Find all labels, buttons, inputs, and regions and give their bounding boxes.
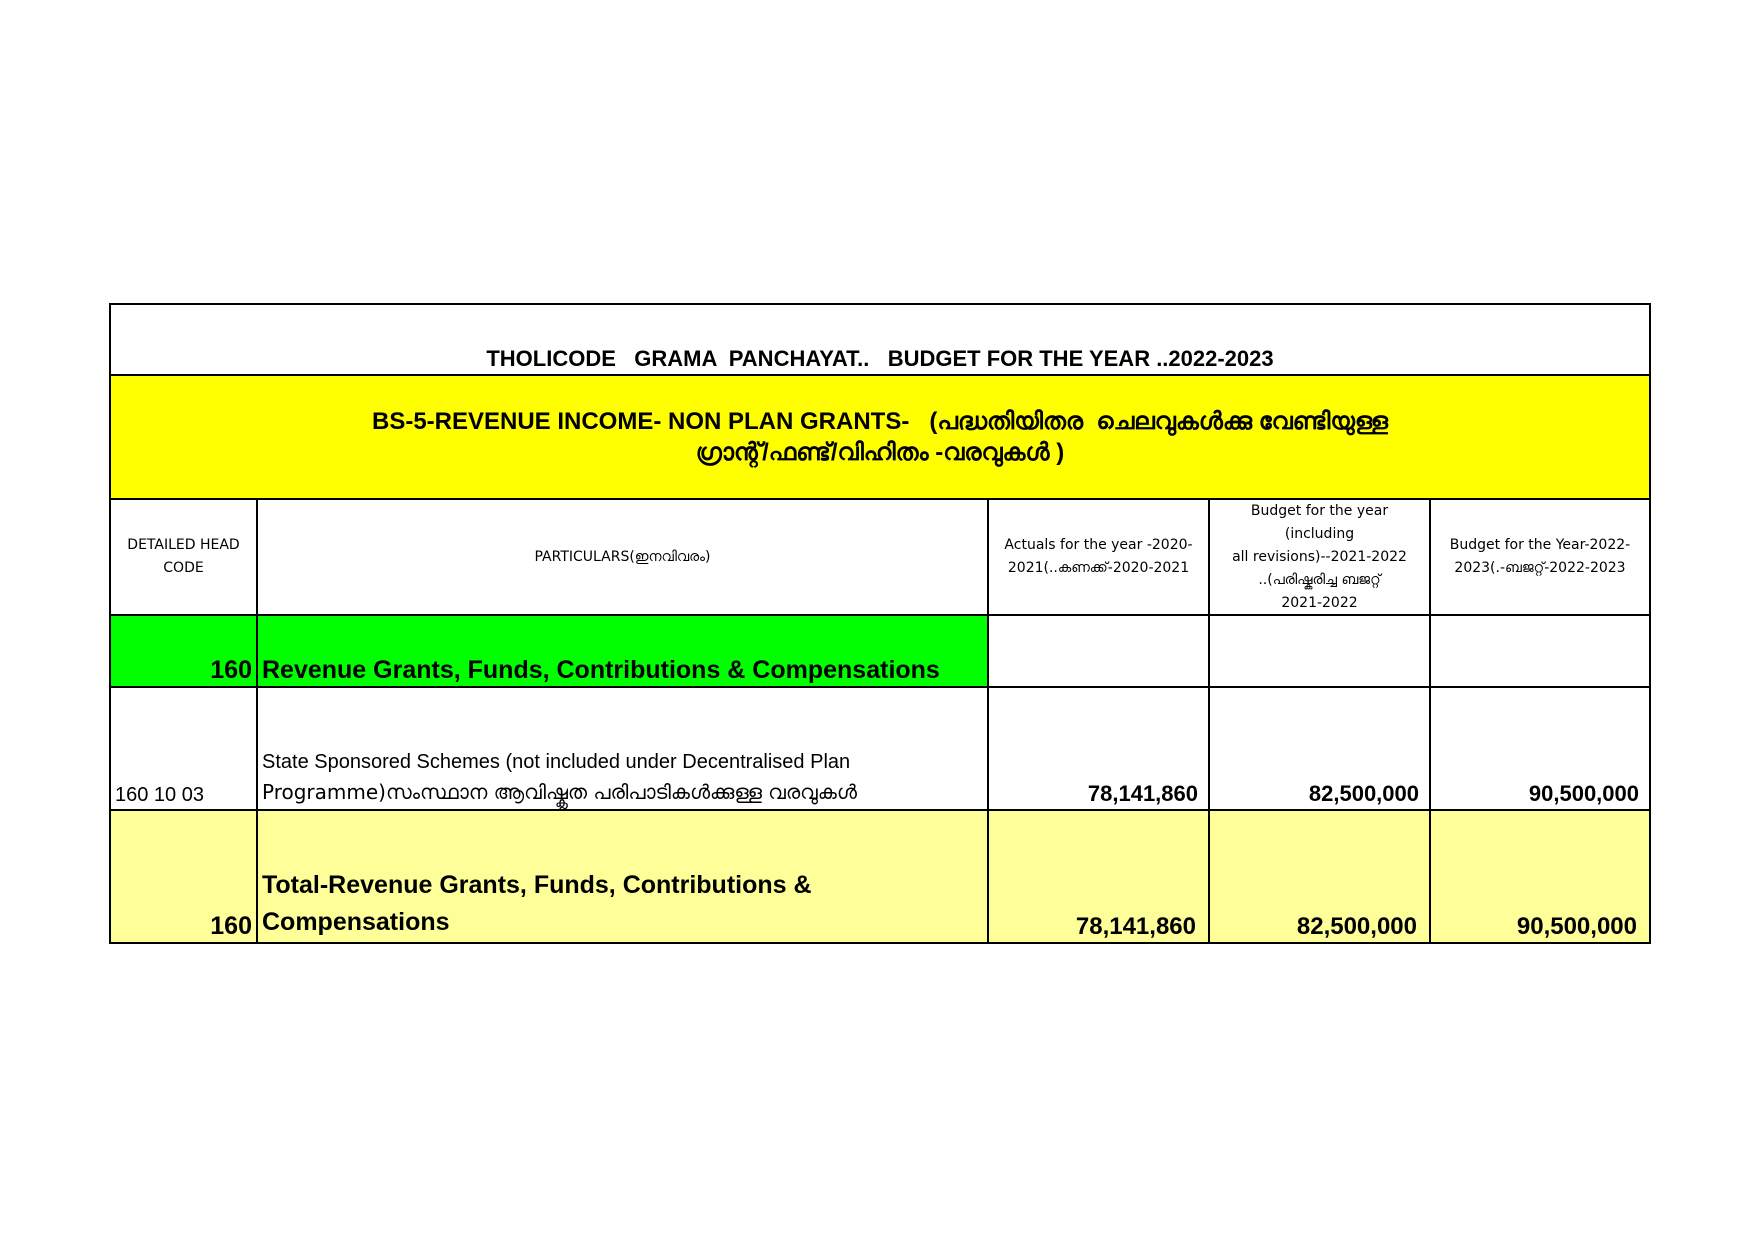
group-name: Revenue Grants, Funds, Contributions & Compensations bbox=[262, 656, 940, 684]
total-code-cell bbox=[111, 811, 258, 942]
sheet-subtitle-line-2: ഗ്രാന്റ്/ഫണ്ട്/വിഹിതം -വരവുകൾ ) bbox=[695, 439, 1065, 466]
sheet-title-row bbox=[111, 305, 1649, 376]
header-revised-line-2: all revisions)--2021-2022 bbox=[1232, 548, 1407, 565]
item-revised: 82,500,000 bbox=[1308, 781, 1419, 806]
header-actuals-line-1: Actuals for the year -2020- bbox=[1004, 537, 1193, 553]
header-revised bbox=[1210, 500, 1431, 614]
group-actuals-cell bbox=[989, 616, 1210, 686]
header-code-line-2: CODE bbox=[163, 560, 204, 576]
item-name-cell bbox=[258, 688, 989, 809]
item-actuals-cell bbox=[989, 688, 1210, 809]
budget-sheet bbox=[109, 303, 1651, 944]
header-revised-line-1: Budget for the year (including bbox=[1250, 502, 1389, 542]
table-row bbox=[111, 688, 1649, 811]
item-budget-cell bbox=[1431, 688, 1649, 809]
item-actuals: 78,141,860 bbox=[1087, 781, 1198, 806]
header-budget-line-1: Budget for the Year-2022- bbox=[1449, 537, 1631, 553]
header-actuals bbox=[989, 500, 1210, 614]
header-budget bbox=[1431, 500, 1649, 614]
group-revised-cell bbox=[1210, 616, 1431, 686]
item-revised-cell bbox=[1210, 688, 1431, 809]
total-name-cell bbox=[258, 811, 989, 942]
header-code bbox=[111, 500, 258, 614]
total-actuals: 78,141,860 bbox=[1075, 913, 1196, 940]
item-name-line-1: State Sponsored Schemes (not included under Decentralised Plan bbox=[262, 751, 851, 773]
group-code: 160 bbox=[210, 656, 252, 684]
total-name-line-2: Compensations bbox=[262, 908, 450, 936]
header-particulars-text: PARTICULARS(ഇനവിവരം) bbox=[534, 548, 711, 565]
item-budget: 90,500,000 bbox=[1528, 781, 1639, 806]
header-revised-line-3: ..(പരിഷ്കരിച്ച ബജറ്റ് bbox=[1258, 571, 1381, 588]
header-particulars bbox=[258, 500, 989, 614]
group-code-cell bbox=[111, 616, 258, 686]
total-revised-cell bbox=[1210, 811, 1431, 942]
column-header-row bbox=[111, 500, 1649, 616]
group-row bbox=[111, 616, 1649, 688]
total-budget: 90,500,000 bbox=[1516, 913, 1637, 940]
total-budget-cell bbox=[1431, 811, 1649, 942]
item-code: 160 10 03 bbox=[115, 784, 204, 806]
sheet-subtitle-line-1: BS-5-REVENUE INCOME- NON PLAN GRANTS- (പദ്ധതിയിതര ചെലവുകൾക്കു വേണ്ടിയുള്ള bbox=[371, 408, 1388, 435]
sheet-title: THOLICODE GRAMA PANCHAYAT.. BUDGET FOR THE YEAR ..2022-2023 bbox=[486, 346, 1274, 371]
total-row bbox=[111, 811, 1649, 942]
total-name-line-1: Total-Revenue Grants, Funds, Contributions & bbox=[262, 871, 812, 899]
group-name-cell bbox=[258, 616, 989, 686]
header-budget-line-2: 2023(.-ബജറ്റ്-2022-2023 bbox=[1454, 560, 1626, 576]
header-code-line-1: DETAILED HEAD bbox=[127, 537, 240, 553]
item-name-line-2: Programme)സംസ്ഥാന ആവിഷ്കൃത പരിപാടികൾക്കുള്ള വരവുകൾ bbox=[262, 780, 857, 804]
header-actuals-line-2: 2021(..കണക്ക്-2020-2021 bbox=[1007, 560, 1190, 576]
item-code-cell bbox=[111, 688, 258, 809]
total-actuals-cell bbox=[989, 811, 1210, 942]
total-code: 160 bbox=[210, 912, 252, 940]
header-revised-line-4: 2021-2022 bbox=[1281, 594, 1358, 611]
total-revised: 82,500,000 bbox=[1296, 913, 1417, 940]
sheet-subtitle-row bbox=[111, 376, 1649, 500]
group-budget-cell bbox=[1431, 616, 1649, 686]
